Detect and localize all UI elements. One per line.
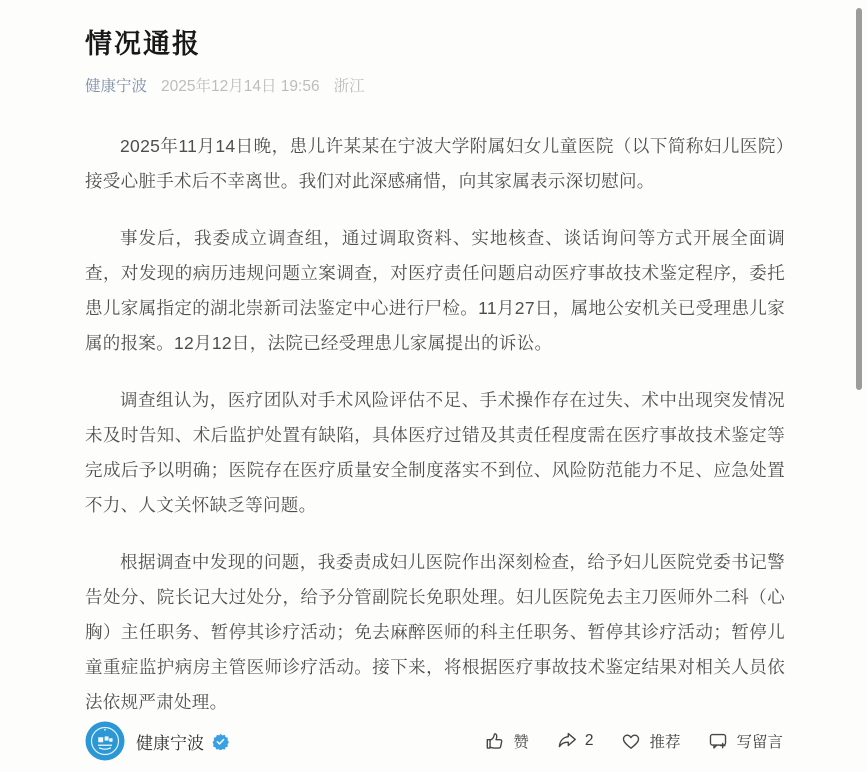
- paragraph-4: 根据调查中发现的问题，我委责成妇儿医院作出深刻检查，给予妇儿医院党委书记警告处分、院长记大过处分，给予分管副院长免职处理。妇儿医院免去主刀医师外二科（心胸）主任职务、暂停其诊疗活动；免去麻醉医师的科主任职务、暂停其诊疗活动；暂停儿童重症监护病房主管医师诊疗活动。接下来，将根据医疗事故技术鉴定结果对相关人员依法依规严肃处理。: [85, 552, 785, 712]
- article-content: [85, 22, 785, 742]
- thumbs-up-icon: [484, 730, 506, 752]
- recommend-label: 推荐: [649, 734, 681, 751]
- recommend-button[interactable]: [620, 730, 680, 752]
- like-label: 赞: [513, 734, 529, 751]
- verified-badge-icon: [215, 733, 229, 750]
- paragraph-2: 事发后，我委成立调查组，通过调取资料、实地核查、谈话询问等方式开展全面调查，对发现的病历违规问题立案调查，对医疗责任问题启动医疗事故技术鉴定程序，委托患儿家属指定的湖北崇新司法鉴定中心进行尸检。11月27日，属地公安机关已受理患儿家属的报案。12月12日，法院已经受理患儿家属提出的诉讼。: [85, 228, 785, 353]
- footer-bar: [85, 716, 783, 766]
- heart-icon: [620, 730, 642, 752]
- share-arrow-icon: [556, 730, 578, 752]
- comment-label: 写留言: [736, 734, 783, 751]
- share-count: 2: [584, 732, 594, 749]
- paragraph-3: 调查组认为，医疗团队对手术风险评估不足、手术操作存在过失、术中出现突发情况未及时告知、术后监护处置有缺陷，具体医疗过错及其责任程度需在医疗事故技术鉴定等完成后予以明确；医院存在医疗质量安全制度落实不到位、风险防范能力不足、应急处置不力、人文关怀缺乏等问题。: [85, 390, 785, 515]
- action-bar: [484, 730, 783, 752]
- author-link[interactable]: 健康宁波: [85, 78, 148, 95]
- publisher-seal-icon: [85, 721, 125, 761]
- publisher-name: 健康宁波: [136, 733, 204, 753]
- publisher-row[interactable]: [85, 721, 229, 761]
- comment-button[interactable]: [707, 730, 783, 752]
- like-button[interactable]: [484, 730, 529, 752]
- share-button[interactable]: [556, 730, 594, 752]
- byline: [85, 74, 785, 96]
- publish-location: 浙江: [333, 78, 365, 95]
- scrollbar-thumb[interactable]: [856, 8, 862, 390]
- page-title: 情况通报: [85, 29, 201, 59]
- publish-datetime: 2025年12月14日 19:56: [161, 78, 320, 95]
- comment-plus-icon: [707, 730, 729, 752]
- article-body: [85, 129, 785, 720]
- paragraph-1: 2025年11月14日晚，患儿许某某在宁波大学附属妇女儿童医院（以下简称妇儿医院）接受心脏手术后不幸离世。我们对此深感痛惜，向其家属表示深切慰问。: [85, 136, 785, 191]
